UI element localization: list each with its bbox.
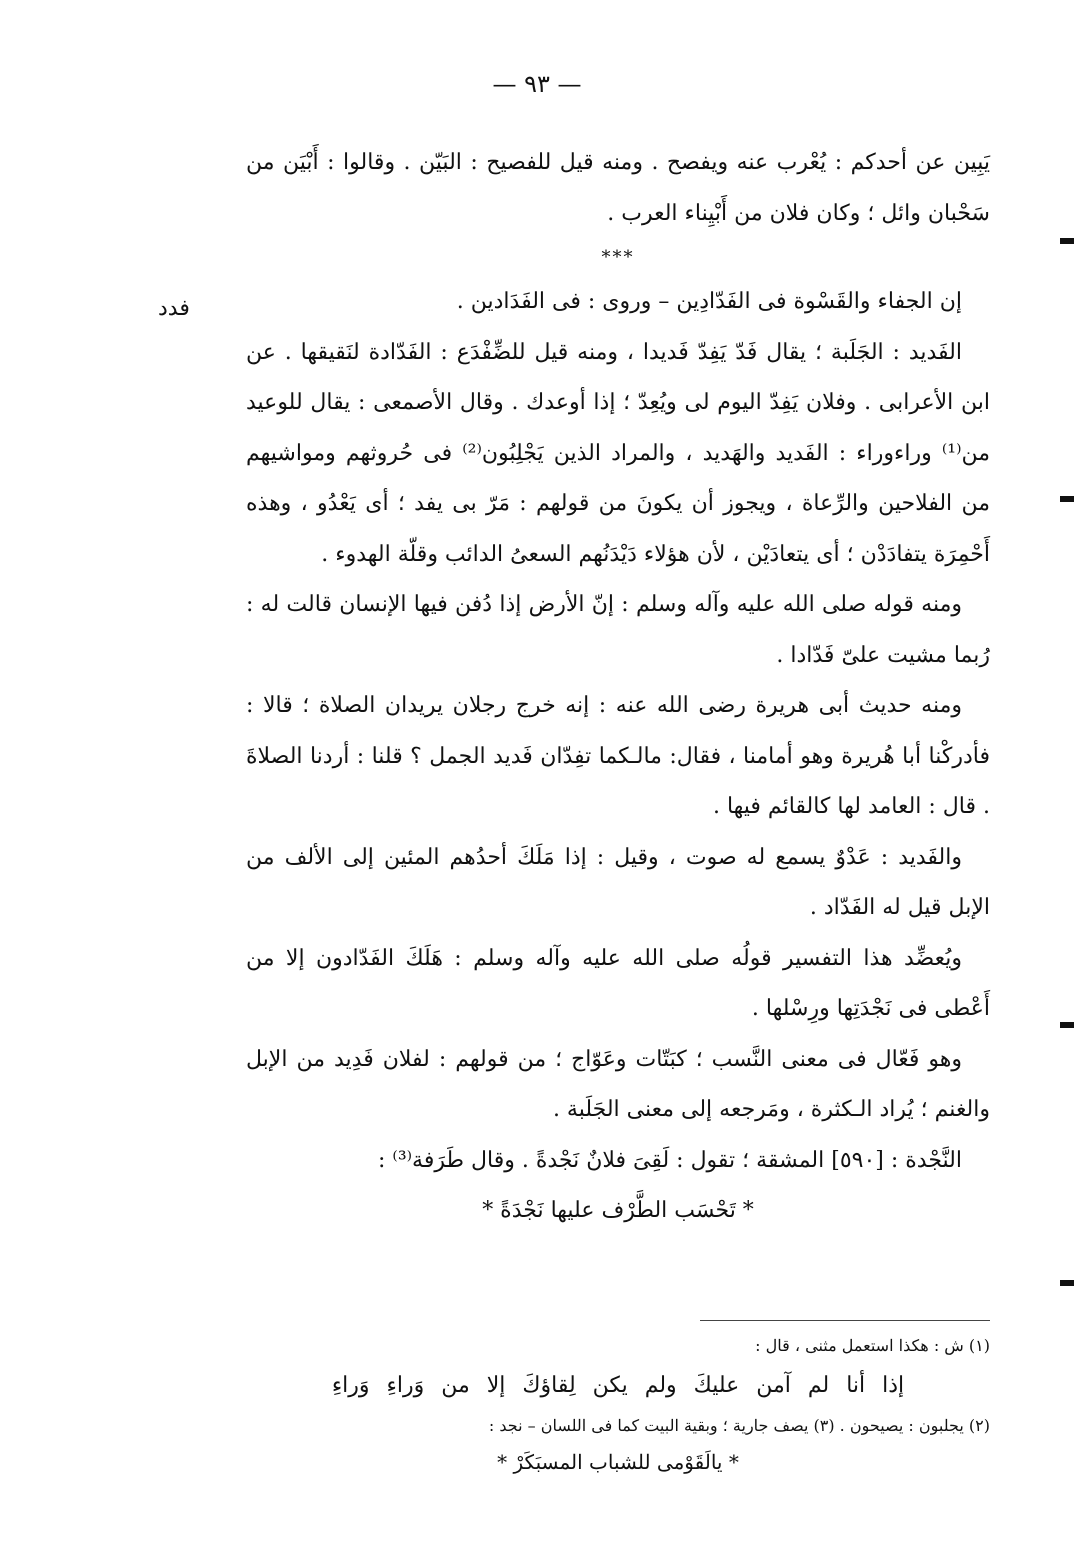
verse-line: * تَحْسَب الطَّرْف عليها نَجْدَةً * xyxy=(482,1198,754,1223)
edge-mark xyxy=(1060,238,1074,244)
paragraph: ومنه قوله صلى الله عليه وآله وسلم : إنّ الأرض إذا دُفن فيها الإنسان قالت له : رُبما مشيت علىّ فَدّادا . xyxy=(246,592,990,668)
main-text xyxy=(246,138,990,1237)
paragraph: ومنه حديث أبى هريرة رضى الله عنه : إنه خرج رجلان يريدان الصلاة ؛ قالا : فأدركْنا أبا هُريرة وهو أمامنا ، فقال: مالـكما تفِدّان فَديد الجمل ؟ قلنا : أردنا الصلاةَ . قال : العامد لها كالقائم فيها . xyxy=(246,693,990,819)
paragraph: يَبِين عن أحدكم : يُعْرب عنه ويفصح . ومنه قيل للفصيح : البَيّن . وقالوا : أَبْيَن من سَحْبان وائل ؛ وكان فلان من أَبْيِناء العرب . xyxy=(246,150,990,226)
footnote: (١) ش : هكذا استعمل مثنى ، قال : xyxy=(755,1336,990,1355)
margin-keyword: فدد xyxy=(158,296,190,321)
paragraph: النَّجْدة : [٥٩٠] المشقة ؛ تقول : لَقِىَ فلانٌ نَجْدةً . وقال طَرَفة⁽³⁾ : xyxy=(378,1147,962,1173)
paragraph: الفَديد : الجَلَبة ؛ يقال فَدّ يَفِدّ فَديدا ، ومنه قيل للضِّفْدَع : الفَدّادة لنَقيقها . عن ابن الأعرابى . وفلان يَفِدّ اليوم لى ويُعِدّ ؛ إذا أوعدك . وقال الأصمعى : يقال للوعيد من⁽¹⁾ وراءوراء : الفَديد والهَديد ، والمراد الذين يَجْلِبُون⁽²⁾ فى حُروثهم ومواشيهم من الفلاحين والرِّعاة ، ويجوز أن يكونَ من قولهم : مَرّ بى يفد ؛ أى يَعْدُو ، وهذه أَحْمِرَة يتفادَدْن ؛ أى يتعادَيْن ، لأن هؤلاء دَيْدَنُهم السعىُ الدائب وقلّة الهدوء . xyxy=(246,339,991,567)
section-separator: *** xyxy=(601,247,635,268)
paragraph: وهو فَعّال فى معنى النَّسب ؛ كبَتّات وعَوّاج ؛ من قولهم : لفلان فَدِيد من الإبل والغنم ؛ يُراد الـكثرة ، ومَرجعه إلى معنى الجَلَبة . xyxy=(246,1046,990,1122)
footnote-verse: * يالَقَوْمى للشباب المسبَكَرْ * xyxy=(497,1450,739,1474)
footnotes xyxy=(246,1332,990,1484)
footnote: (٢) يجلبون : يصيحون . (٣) يصف جارية ؛ وبقية البيت كما فى اللسان – نجد : xyxy=(488,1416,990,1435)
paragraph: والفَديد : عَدْوٌ يسمع له صوت ، وقيل : إذا مَلَكَ أحدُهم المئين إلى الألف من الإبل قيل له الفَدّاد . xyxy=(246,844,990,920)
edge-mark xyxy=(1060,1280,1074,1286)
footnote-rule xyxy=(700,1320,990,1321)
page-number: — ٩٣ — xyxy=(492,70,582,98)
footnote-verse: إذا أنا لم آمن عليكَ ولم يكن لِقاؤكَ إلا من وَراءِ وَراءِ xyxy=(331,1373,905,1398)
paragraph: ويُعضِّد هذا التفسير قولُه صلى الله عليه وآله وسلم : هَلَكَ الفَدّادون إلا من أَعْطى فى نَجْدَتِها ورِسْلها . xyxy=(246,945,990,1021)
edge-mark xyxy=(1060,496,1074,502)
edge-mark xyxy=(1060,1022,1074,1028)
paragraph: إن الجفاء والقَسْوة فى الفَدّادِين – وروى : فى الفَدَادين . xyxy=(456,289,962,314)
